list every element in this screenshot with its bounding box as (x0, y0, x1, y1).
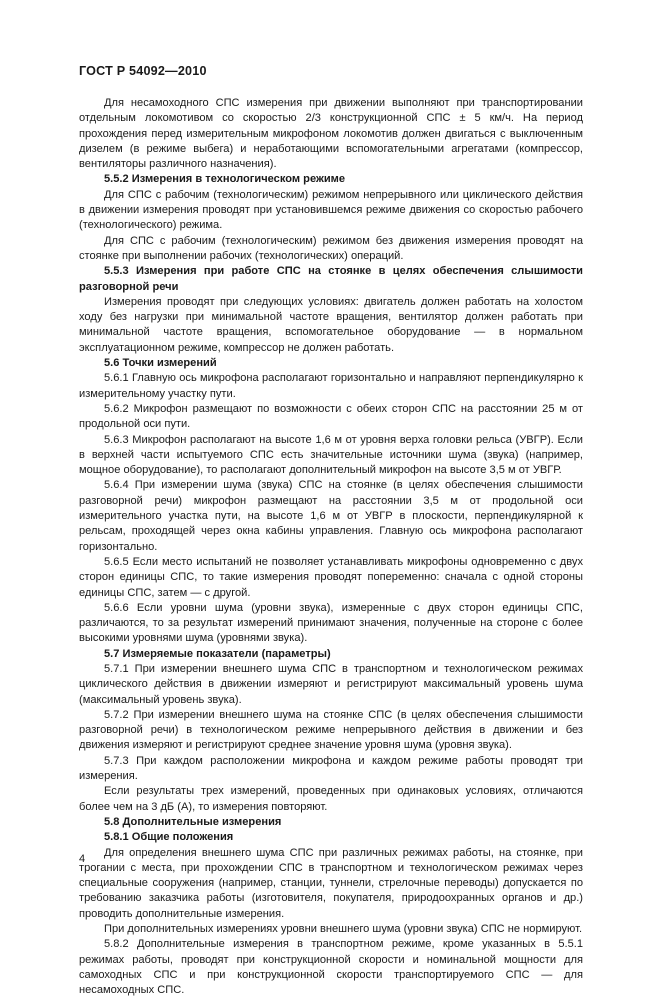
section-heading: 5.6 Точки измерений (104, 357, 217, 370)
section-heading: 5.7 Измеряемые показатели (параметры) (104, 647, 331, 660)
paragraph: Для определения внешнего шума СПС при различных режимах работы, на стоянке, при трогании с места, при прохождении СПС в транспортном и технологическом режимах через специальные сооружения (например, станции, туннели, стрелочные переводы) допускается по требованию заказчика работы (изготовителя, покупателя, природоохранных органов и др.) проводить дополнительные измерения. (79, 846, 583, 920)
paragraph: При дополнительных измерениях уровни внешнего шума (уровни звука) СПС не нормируют. (104, 923, 583, 936)
paragraph: Измерения проводят при следующих условиях: двигатель должен работать на холостом ходу без нагрузки при минимальной частоте вращения, вентилятор должен работать при минимальной частоте вращения, вспомогательное оборудование — в нормальном эксплуатационном режиме, компрессор не должен работать. (79, 295, 583, 354)
paragraph: 5.6.3 Микрофон располагают на высоте 1,6 м от уровня верха головки рельса (УВГР). Если в верхней части испытуемого СПС есть значительные источники шума (звука) (например, мощное оборудование), то располагают дополнительный микрофон на высоте 3,5 м от УВГР. (79, 433, 583, 477)
section-heading: 5.5.2 Измерения в технологическом режиме (104, 173, 346, 186)
paragraph: Если результаты трех измерений, проведенных при одинаковых условиях, отличаются более чем на 3 дБ (А), то измерения повторяют. (79, 785, 583, 813)
paragraph: 5.7.3 При каждом расположении микрофона и каждом режиме работы проводят три измерения. (79, 754, 583, 783)
paragraph: 5.6.6 Если уровни шума (уровни звука), измеренные с двух сторон единицы СПС, различаются, то за результат измерений принимают значения, полученные на стороне с более высокими уровнями шума (уровнями звука). (79, 601, 583, 645)
paragraph: 5.7.1 При измерении внешнего шума СПС в транспортном и технологическом режимах циклического действия в движении измеряют и регистрируют максимальный уровень шума (максимальный уровень звука). (79, 662, 583, 706)
paragraph: 5.6.2 Микрофон размещают по возможности с обеих сторон СПС на расстоянии 25 м от продольной оси пути. (79, 402, 583, 431)
section-heading: 5.8.1 Общие положения (104, 831, 234, 844)
paragraph: 5.6.1 Главную ось микрофона располагают горизонтально и направляют перпендикулярно к измерительному участку пути. (79, 372, 583, 400)
paragraph: 5.8.2 Дополнительные измерения в транспортном режиме, кроме указанных в 5.5.1 режимах работы, проводят при конструкционной скорости и номинальной мощности для самоходных СПС и при конструкционной скорости транспортируемого СПС — для несамоходных СПС. (79, 938, 583, 997)
document-body (79, 96, 583, 999)
paragraph: 5.6.5 Если место испытаний не позволяет устанавливать микрофоны одновременно с двух сторон единицы СПС, то такие измерения проводят попеременно: сначала с одной стороны единицы СПС, затем — с другой. (79, 555, 583, 599)
page-number: 4 (79, 853, 86, 865)
section-heading: 5.5.3 Измерения при работе СПС на стоянке в целях обеспечения слышимости разговорной речи (79, 265, 583, 293)
document-header: ГОСТ Р 54092—2010 (79, 64, 207, 78)
section-heading: 5.8 Дополнительные измерения (104, 815, 282, 828)
paragraph: 5.6.4 При измерении шума (звука) СПС на стоянке (в целях обеспечения слышимости разговорной речи) микрофон размещают на расстоянии 3,5 м от продольной оси измерительного участка пути, на высоте 1,6 м от УВГР в плоскости, перпендикулярной к рельсам, проходящей через окна кабины управления. Главную ось микрофона располагают горизонтально. (79, 479, 583, 553)
paragraph: 5.7.2 При измерении внешнего шума на стоянке СПС (в целях обеспечения слышимости разговорной речи) в технологическом режиме непрерывного действия в движении и без движения измеряют и регистрируют среднее значение уровня шума (уровня звука). (79, 708, 583, 752)
paragraph: Для СПС с рабочим (технологическим) режимом непрерывного или циклического действия в движении измерения проводят при установившемся режиме движения со скоростью рабочего (технологического) режима. (79, 188, 583, 232)
paragraph: Для СПС с рабочим (технологическим) режимом без движения измерения проводят на стоянке при выполнении рабочих (технологических) операций. (79, 234, 583, 262)
paragraph: Для несамоходного СПС измерения при движении выполняют при транспортировании отдельным локомотивом со скоростью 2/3 конструкционной СПС ± 5 км/ч. На период прохождения перед измерительным микрофоном локомотив должен двигаться с выключенным дизелем (в режиме выбега) и неработающими вспомогательными агрегатами (компрессор, вентиляторы различного назначения). (79, 97, 583, 171)
